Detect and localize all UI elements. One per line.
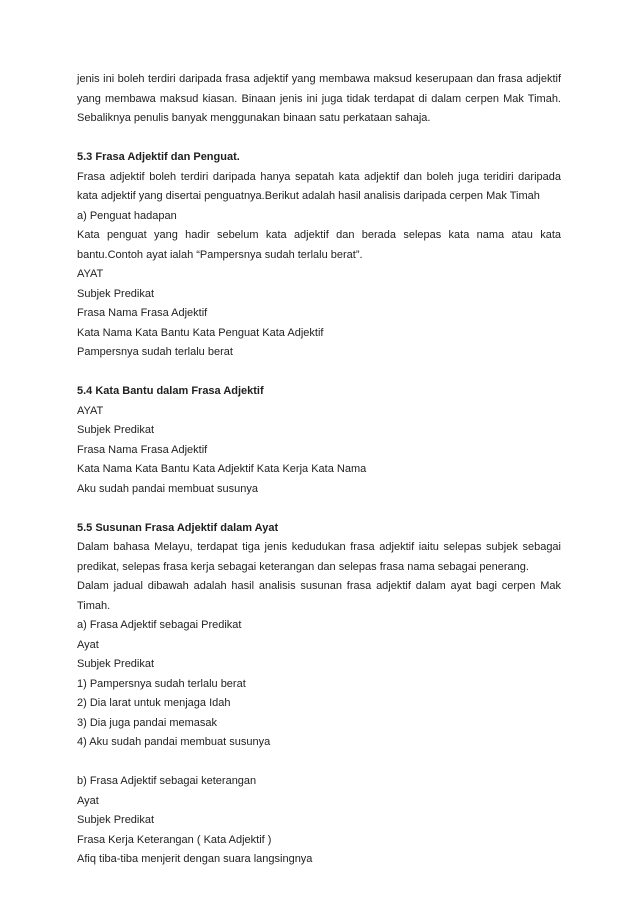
text-line: Frasa Nama Frasa Adjektif bbox=[77, 307, 208, 319]
text-line: Dalam jadual dibawah adalah hasil analisis susunan frasa adjektif dalam ayat bagi cerpen Mak bbox=[77, 580, 561, 592]
text-line: Kata Nama Kata Bantu Kata Penguat Kata Adjektif bbox=[77, 326, 324, 339]
text-line: Subjek Predikat bbox=[77, 658, 155, 670]
paragraph-gap bbox=[77, 499, 561, 519]
paragraph-gap bbox=[77, 363, 561, 383]
text-line: Ayat bbox=[77, 638, 99, 651]
text-line: Aku sudah pandai membuat susunya bbox=[77, 482, 259, 495]
text-line: Frasa Nama Frasa Adjektif bbox=[77, 443, 208, 456]
text-line: Sebaliknya penulis banyak menggunakan binaan satu perkataan sahaja. bbox=[77, 112, 431, 124]
text-line: bantu.Contoh ayat ialah “Pampersnya sudah terlalu berat”. bbox=[77, 248, 363, 261]
text-line: yang membawa maksud kiasan. Binaan jenis ini juga tidak terdapat di dalam cerpen Mak Timah. bbox=[77, 92, 561, 105]
text-line: Frasa adjektif boleh terdiri daripada hanya sepatah kata adjektif dan boleh juga teridiri daripada bbox=[77, 170, 561, 183]
text-line: Subjek Predikat bbox=[77, 814, 155, 826]
paragraph-gap bbox=[77, 753, 561, 773]
text-line: Pampersnya sudah terlalu berat bbox=[77, 346, 233, 358]
paragraph-gap bbox=[77, 129, 561, 149]
document-page bbox=[77, 70, 561, 870]
section-heading: 5.3 Frasa Adjektif dan Penguat. bbox=[77, 151, 240, 163]
text-line: Ayat bbox=[77, 794, 99, 807]
section-heading: 5.5 Susunan Frasa Adjektif dalam Ayat bbox=[77, 521, 279, 534]
text-line: AYAT bbox=[77, 404, 104, 417]
text-line: Frasa Kerja Keterangan ( Kata Adjektif ) bbox=[77, 833, 272, 846]
section-heading: 5.4 Kata Bantu dalam Frasa Adjektif bbox=[77, 385, 264, 397]
text-line: 3) Dia juga pandai memasak bbox=[77, 716, 218, 729]
text-line: 2) Dia larat untuk menjaga Idah bbox=[77, 697, 231, 709]
text-line: 1) Pampersnya sudah terlalu berat bbox=[77, 677, 246, 690]
text-line: 4) Aku sudah pandai membuat susunya bbox=[77, 736, 271, 748]
text-line: Subjek Predikat bbox=[77, 424, 155, 436]
text-line: a) Frasa Adjektif sebagai Predikat bbox=[77, 619, 242, 631]
text-line: Kata penguat yang hadir sebelum kata adjektif dan berada selepas kata nama atau kata bbox=[77, 229, 561, 241]
text-line: Timah. bbox=[77, 599, 111, 612]
text-line: Kata Nama Kata Bantu Kata Adjektif Kata Kerja Kata Nama bbox=[77, 463, 367, 475]
text-line: predikat, selepas frasa kerja sebagai keterangan dan selepas frasa nama sebagai penerang. bbox=[77, 560, 529, 573]
text-line: Afiq tiba-tiba menjerit dengan suara langsingnya bbox=[77, 853, 313, 865]
text-line: AYAT bbox=[77, 268, 104, 280]
text-line: kata adjektif yang disertai penguatnya.Berikut adalah hasil analisis daripada cerpen Mak Timah bbox=[77, 190, 540, 202]
text-line: Subjek Predikat bbox=[77, 287, 155, 300]
text-line: Dalam bahasa Melayu, terdapat tiga jenis kedudukan frasa adjektif iaitu selepas subjek sebagai bbox=[77, 541, 561, 553]
text-line: b) Frasa Adjektif sebagai keterangan bbox=[77, 775, 257, 787]
text-line: jenis ini boleh terdiri daripada frasa adjektif yang membawa maksud keserupaan dan frasa adjektif bbox=[77, 73, 561, 85]
text-line: a) Penguat hadapan bbox=[77, 209, 177, 222]
